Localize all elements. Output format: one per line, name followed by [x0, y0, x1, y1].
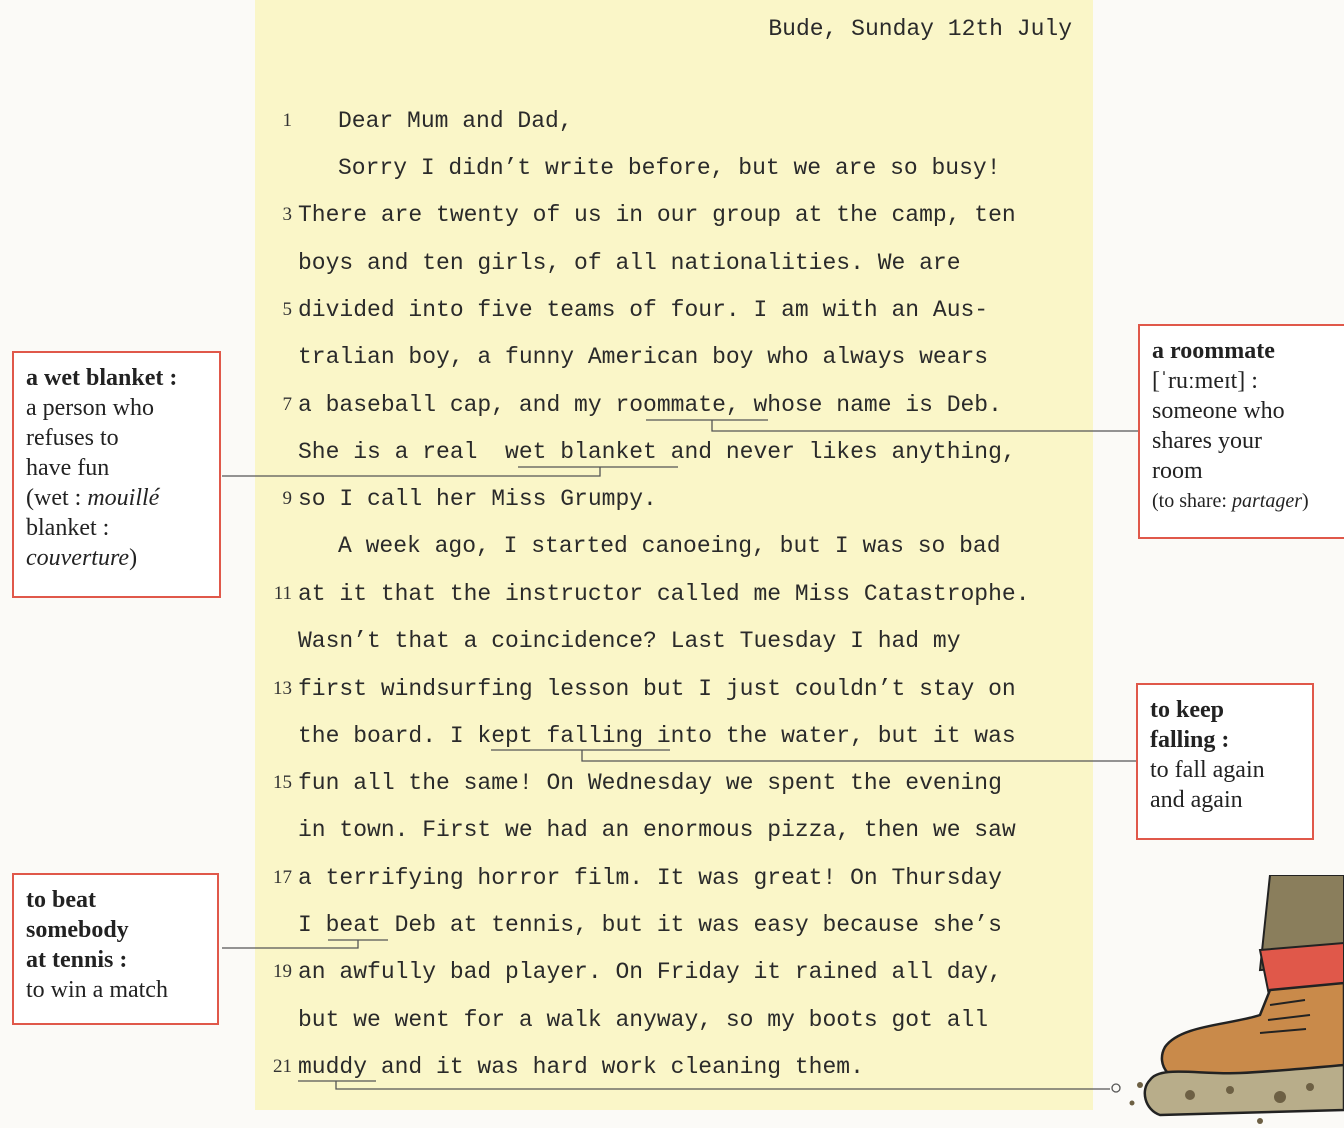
gloss-def-line: and again [1150, 787, 1243, 813]
gloss-term: a wet blanket : [26, 365, 178, 391]
letter-line: fun all the same! On Wednesday we spent the evening [298, 770, 1002, 796]
muddy-underline [298, 1081, 1110, 1089]
gloss-note-translation: couverture [26, 545, 130, 571]
gloss-phonetic: [ˈruːmeɪt] : [1152, 368, 1258, 394]
gloss-def-line: room [1152, 458, 1203, 484]
letter-line: I beat Deb at tennis, but it was easy because she’s [298, 912, 1002, 938]
letter-line: but we went for a walk anyway, so my boots got all [298, 1007, 989, 1033]
line-number: 17 [273, 867, 292, 888]
gloss-def-line: to fall again [1150, 757, 1265, 783]
letter-line: first windsurfing lesson but I just couldn’t stay on [298, 676, 1016, 702]
gloss-term-line: to beat [26, 887, 96, 913]
gloss-note-translation: partager [1231, 490, 1302, 512]
gloss-term-line: at tennis : [26, 947, 128, 973]
letter-line: divided into five teams of four. I am with an Aus- [298, 297, 989, 323]
line-number: 13 [273, 678, 292, 699]
letter-line: Sorry I didn’t write before, but we are so busy! [338, 155, 1001, 181]
kept-falling-underline [491, 750, 1138, 761]
gloss-def-line: shares your [1152, 428, 1262, 454]
gloss-term-line: somebody [26, 917, 129, 943]
letter-line: a baseball cap, and my roommate, whose name is Deb. [298, 392, 1002, 418]
line-number: 21 [273, 1056, 292, 1077]
gloss-term: a roommate [1152, 338, 1275, 364]
gloss-note-label: (to share: [1152, 490, 1232, 512]
gloss-note [26, 483, 207, 513]
letter-line: There are twenty of us in our group at the camp, ten [298, 202, 1016, 228]
gloss-note [1152, 486, 1332, 516]
gloss-note [26, 543, 207, 573]
muddy-pointer [1112, 1084, 1120, 1092]
line-number: 7 [282, 394, 292, 415]
gloss-term-line: to keep [1150, 697, 1224, 723]
letter-line: muddy and it was hard work cleaning them. [298, 1054, 864, 1080]
letter-line: at it that the instructor called me Miss Catastrophe. [298, 581, 1030, 607]
gloss-def-line: refuses to [26, 425, 119, 451]
gloss-def-line: to win a match [26, 977, 168, 1003]
gloss-box-roommate [1138, 324, 1344, 539]
gloss-note-label: (wet : [26, 485, 88, 511]
wet-blanket-underline [222, 467, 678, 476]
letter-line: a terrifying horror film. It was great! On Thursday [298, 865, 1002, 891]
line-number: 11 [273, 583, 292, 604]
letter-date: Bude, Sunday 12th July [768, 16, 1072, 42]
gloss-def-line: have fun [26, 455, 110, 481]
letter-line: Wasn’t that a coincidence? Last Tuesday I had my [298, 628, 961, 654]
letter-line: Dear Mum and Dad, [338, 108, 573, 134]
letter-line: an awfully bad player. On Friday it rained all day, [298, 959, 1002, 985]
gloss-term-line: falling : [1150, 727, 1230, 753]
gloss-note-label: blanket : [26, 515, 110, 541]
line-number: 15 [273, 772, 292, 793]
gloss-box-beat [12, 873, 219, 1025]
line-number: 19 [273, 961, 292, 982]
gloss-box-keep-falling [1136, 683, 1314, 840]
line-number: 5 [282, 299, 292, 320]
hiking-boot-icon [1120, 875, 1344, 1128]
letter-line: the board. I kept falling into the water, but it was [298, 723, 1016, 749]
gloss-def-line: a person who [26, 395, 154, 421]
gloss-note-close: ) [1301, 490, 1309, 512]
gloss-box-wet-blanket [12, 351, 221, 598]
gloss-def-line: someone who [1152, 398, 1285, 424]
letter-line: boys and ten girls, of all nationalities. We are [298, 250, 961, 276]
letter-line: A week ago, I started canoeing, but I was so bad [338, 533, 1001, 559]
letter-line: tralian boy, a funny American boy who always wears [298, 344, 989, 370]
beat-underline [222, 940, 388, 948]
letter-line: She is a real wet blanket and never likes anything, [298, 439, 1016, 465]
line-number: 3 [282, 204, 292, 225]
letter-line: in town. First we had an enormous pizza, then we saw [298, 817, 1016, 843]
gloss-note-close: ) [129, 545, 138, 571]
letter-line: so I call her Miss Grumpy. [298, 486, 657, 512]
gloss-note-translation: mouillé [87, 485, 160, 511]
line-number: 9 [282, 488, 292, 509]
line-number: 1 [282, 110, 292, 131]
roommate-underline [646, 420, 1138, 431]
